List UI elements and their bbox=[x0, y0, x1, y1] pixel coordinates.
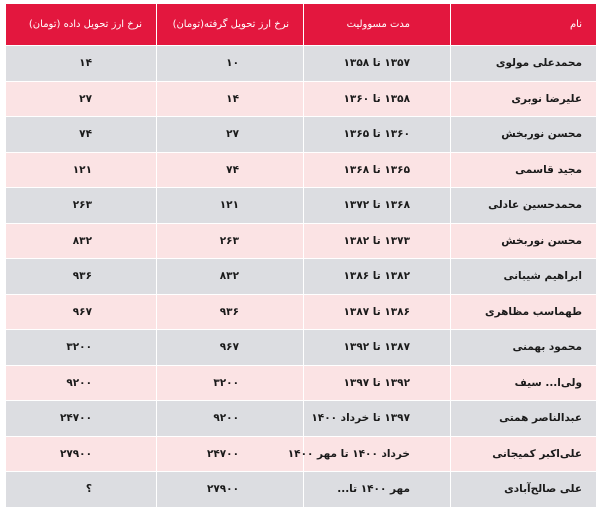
cell-name: ولی‌ا... سیف bbox=[451, 365, 597, 401]
cell-given-rate: ۲۴۷۰۰ bbox=[6, 401, 157, 437]
cell-term: ۱۳۸۶ تا ۱۳۸۷ bbox=[304, 294, 451, 330]
table-row bbox=[6, 401, 597, 437]
cell-name: عبدالناصر همتی bbox=[451, 401, 597, 437]
table-row bbox=[6, 436, 597, 472]
cell-given-rate: ۲۷۹۰۰ bbox=[6, 436, 157, 472]
cell-given-rate: ۱۲۱ bbox=[6, 152, 157, 188]
cell-given-rate: ۹۶۷ bbox=[6, 294, 157, 330]
cell-term: مهر ۱۴۰۰ تا... bbox=[304, 472, 451, 508]
cell-received-rate: ۹۳۶ bbox=[157, 294, 304, 330]
cell-given-rate: ۹۲۰۰ bbox=[6, 365, 157, 401]
table-row bbox=[6, 330, 597, 366]
table-row bbox=[6, 294, 597, 330]
cell-received-rate: ۷۴ bbox=[157, 152, 304, 188]
cell-term: ۱۳۹۲ تا ۱۳۹۷ bbox=[304, 365, 451, 401]
cell-name: محمدحسین عادلی bbox=[451, 188, 597, 224]
cell-received-rate: ۱۰ bbox=[157, 46, 304, 82]
table-body bbox=[6, 46, 597, 508]
cell-term: ۱۳۸۷ تا ۱۳۹۲ bbox=[304, 330, 451, 366]
cell-given-rate: ۱۴ bbox=[6, 46, 157, 82]
header-term: مدت مسوولیت bbox=[304, 4, 451, 46]
cell-given-rate: ۲۷ bbox=[6, 81, 157, 117]
cell-received-rate: ۹۲۰۰ bbox=[157, 401, 304, 437]
cell-given-rate: ۸۳۲ bbox=[6, 223, 157, 259]
cell-term: خرداد ۱۴۰۰ تا مهر ۱۴۰۰ bbox=[304, 436, 451, 472]
cell-name: علیرضا نوبری bbox=[451, 81, 597, 117]
table-row bbox=[6, 259, 597, 295]
cell-received-rate: ۸۳۲ bbox=[157, 259, 304, 295]
cell-received-rate: ۲۷ bbox=[157, 117, 304, 153]
table-row bbox=[6, 472, 597, 508]
cell-given-rate: ۲۶۳ bbox=[6, 188, 157, 224]
cell-given-rate: ۳۲۰۰ bbox=[6, 330, 157, 366]
cell-term: ۱۳۶۵ تا ۱۳۶۸ bbox=[304, 152, 451, 188]
cell-given-rate: ۷۴ bbox=[6, 117, 157, 153]
cell-term: ۱۳۷۳ تا ۱۳۸۲ bbox=[304, 223, 451, 259]
table-row bbox=[6, 117, 597, 153]
cell-term: ۱۳۶۰ تا ۱۳۶۵ bbox=[304, 117, 451, 153]
cell-name: طهماسب مظاهری bbox=[451, 294, 597, 330]
cell-term: ۱۳۹۷ تا خرداد ۱۴۰۰ bbox=[304, 401, 451, 437]
table-row bbox=[6, 81, 597, 117]
table-header bbox=[6, 4, 597, 46]
cell-name: ابراهیم شیبانی bbox=[451, 259, 597, 295]
cell-name: علی صالح‌آبادی bbox=[451, 472, 597, 508]
cell-received-rate: ۱۴ bbox=[157, 81, 304, 117]
cell-term: ۱۳۵۷ تا ۱۳۵۸ bbox=[304, 46, 451, 82]
cell-received-rate: ۲۷۹۰۰ bbox=[157, 472, 304, 508]
header-given-rate: نرخ ارز تحویل داده (تومان) bbox=[6, 4, 157, 46]
table-row bbox=[6, 188, 597, 224]
cell-name: محسن نوربخش bbox=[451, 223, 597, 259]
table-row bbox=[6, 152, 597, 188]
header-name: نام bbox=[451, 4, 597, 46]
table-row bbox=[6, 365, 597, 401]
cell-given-rate: ؟ bbox=[6, 472, 157, 508]
cell-given-rate: ۹۳۶ bbox=[6, 259, 157, 295]
exchange-rate-table bbox=[5, 3, 597, 508]
cell-term: ۱۳۸۲ تا ۱۳۸۶ bbox=[304, 259, 451, 295]
cell-name: محسن نوربخش bbox=[451, 117, 597, 153]
header-row bbox=[6, 4, 597, 46]
cell-received-rate: ۲۴۷۰۰ bbox=[157, 436, 304, 472]
cell-received-rate: ۳۲۰۰ bbox=[157, 365, 304, 401]
table-row bbox=[6, 46, 597, 82]
table-row bbox=[6, 223, 597, 259]
cell-name: محمدعلی مولوی bbox=[451, 46, 597, 82]
cell-name: مجید قاسمی bbox=[451, 152, 597, 188]
cell-received-rate: ۱۲۱ bbox=[157, 188, 304, 224]
header-received-rate: نرخ ارز تحویل گرفته(تومان) bbox=[157, 4, 304, 46]
cell-term: ۱۳۶۸ تا ۱۳۷۲ bbox=[304, 188, 451, 224]
cell-received-rate: ۲۶۳ bbox=[157, 223, 304, 259]
cell-received-rate: ۹۶۷ bbox=[157, 330, 304, 366]
cell-term: ۱۳۵۸ تا ۱۳۶۰ bbox=[304, 81, 451, 117]
cell-name: محمود بهمنی bbox=[451, 330, 597, 366]
cell-name: علی‌اکبر کمیجانی bbox=[451, 436, 597, 472]
